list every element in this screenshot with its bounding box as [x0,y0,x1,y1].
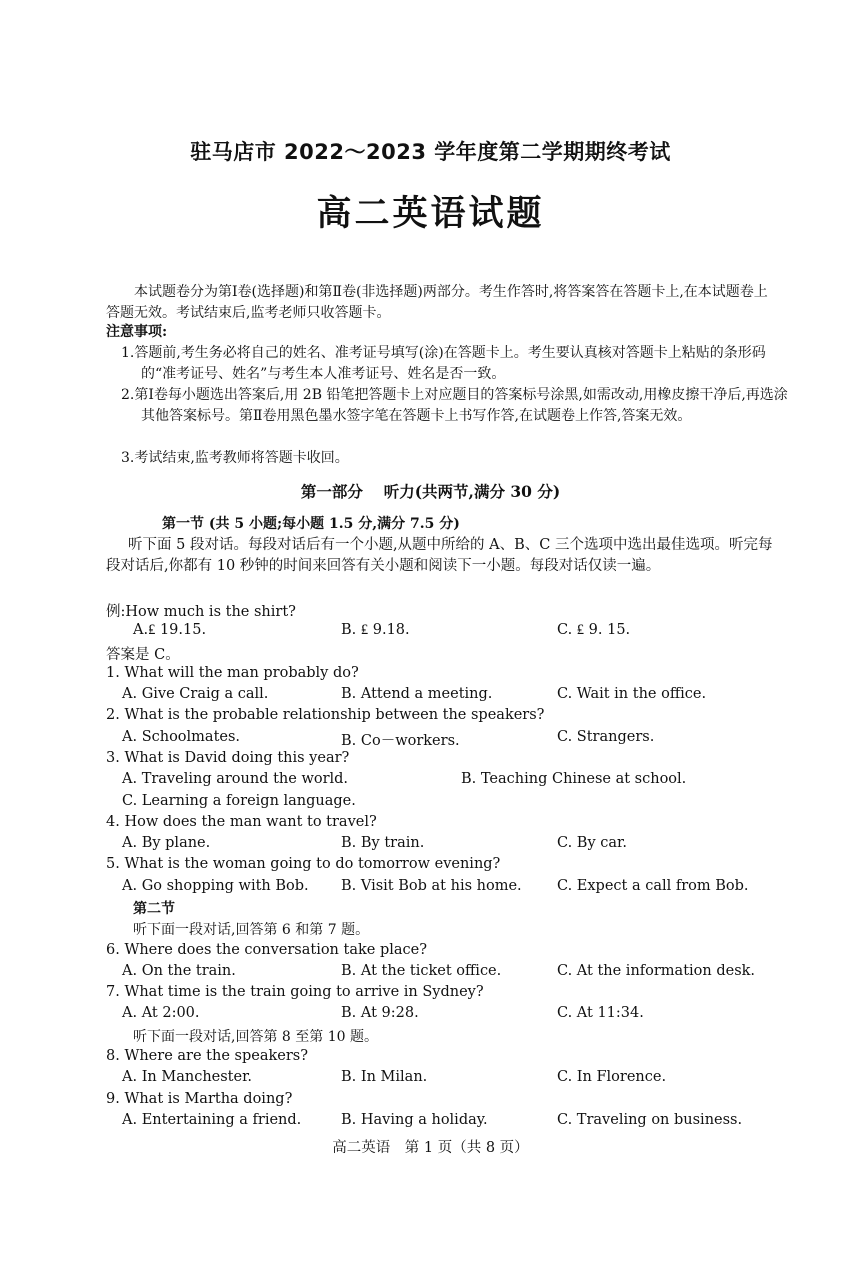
question-2-option-b: B. Co－workers. [341,733,460,749]
notice-item-2: 2.第Ⅰ卷每小题选出答案后,用 2B 铅笔把答题卡上对应题目的答案标号涂黑,如需改动,用橡皮擦干净后,再选涂其他答案标号。第Ⅱ卷用黑色墨水签字笔在答题卡上书写作答,在试题卷上作答,答案无效。 [121,387,788,424]
question-7-option-a: A. At 2:00. [122,1005,200,1021]
question-5-option-c: C. Expect a call from Bob. [557,878,749,894]
question-9-option-a: A. Entertaining a friend. [122,1112,302,1128]
example-answer: 答案是 C。 [106,647,180,663]
question-3-option-c: C. Learning a foreign language. [122,793,356,809]
question-8: 8. Where are the speakers? [106,1048,308,1064]
notice-item-1: 1.答题前,考生务必将自己的姓名、准考证号填写(涂)在答题卡上。考生要认真核对答题卡上粘贴的条形码的“准考证号、姓名”与考生本人准考证号、姓名是否一致。 [121,345,766,382]
part1-heading: 第一部分 听力(共两节,满分 30 分) [300,482,561,501]
question-6-option-a: A. On the train. [122,963,236,979]
question-3-option-a: A. Traveling around the world. [122,771,349,787]
question-2-option-a: A. Schoolmates. [122,729,241,745]
example-option-b: B. ₤ 9.18. [341,622,410,638]
question-9-option-c: C. Traveling on business. [557,1112,743,1128]
question-8-option-b: B. In Milan. [341,1069,428,1085]
question-6-option-b: B. At the ticket office. [341,963,502,979]
exam-title: 驻马店市 2022～2023 学年度第二学期期终考试 [190,140,671,164]
question-4: 4. How does the man want to travel? [106,814,377,830]
question-7-option-c: C. At 11:34. [557,1005,644,1021]
section1-heading: 第一节 (共 5 小题;每小题 1.5 分,满分 7.5 分) [162,516,460,532]
notice-item-3: 3.考试结束,监考教师将答题卡收回。 [121,450,349,466]
example-option-c: C. ₤ 9. 15. [557,622,631,638]
question-3: 3. What is David doing this year? [106,750,350,766]
example-option-a: A.₤ 19.15. [133,622,207,638]
question-1-option-b: B. Attend a meeting. [341,686,493,702]
question-4-option-c: C. By car. [557,835,627,851]
directions-8-10: 听下面一段对话,回答第 8 至第 10 题。 [133,1029,378,1045]
page-footer: 高二英语 第 1 页（共 8 页） [332,1140,529,1156]
question-4-option-a: A. By plane. [122,835,211,851]
question-5: 5. What is the woman going to do tomorrow evening? [106,856,501,872]
question-6-option-c: C. At the information desk. [557,963,756,979]
notice-heading: 注意事项: [106,324,168,340]
question-5-option-b: B. Visit Bob at his home. [341,878,522,894]
section2-heading: 第二节 [133,901,175,917]
intro-paragraph: 本试题卷分为第Ⅰ卷(选择题)和第Ⅱ卷(非选择题)两部分。考生作答时,将答案答在答题卡上,在本试题卷上答题无效。考试结束后,监考老师只收答题卡。 [106,284,768,321]
question-1-option-c: C. Wait in the office. [557,686,707,702]
question-3-option-b: B. Teaching Chinese at school. [461,771,687,787]
question-7: 7. What time is the train going to arrive in Sydney? [106,984,484,1000]
question-8-option-a: A. In Manchester. [122,1069,253,1085]
example-question: 例:How much is the shirt? [106,604,296,620]
question-2-option-c: C. Strangers. [557,729,655,745]
directions-6-7: 听下面一段对话,回答第 6 和第 7 题。 [133,922,370,938]
question-5-option-a: A. Go shopping with Bob. [122,878,309,894]
subject-title: 高二英语试题 [316,193,545,234]
question-8-option-c: C. In Florence. [557,1069,667,1085]
section1-directions: 听下面 5 段对话。每段对话后有一个小题,从题中所给的 A、B、C 三个选项中选出最佳选项。听完每段对话后,你都有 10 秒钟的时间来回答有关小题和阅读下一小题。每段对话仅读一遍。 [106,537,773,574]
question-6: 6. Where does the conversation take place? [106,942,427,958]
question-9-option-b: B. Having a holiday. [341,1112,488,1128]
question-2: 2. What is the probable relationship between the speakers? [106,707,545,723]
question-1: 1. What will the man probably do? [106,665,359,681]
question-9: 9. What is Martha doing? [106,1091,293,1107]
question-7-option-b: B. At 9:28. [341,1005,419,1021]
question-1-option-a: A. Give Craig a call. [122,686,269,702]
question-4-option-b: B. By train. [341,835,425,851]
